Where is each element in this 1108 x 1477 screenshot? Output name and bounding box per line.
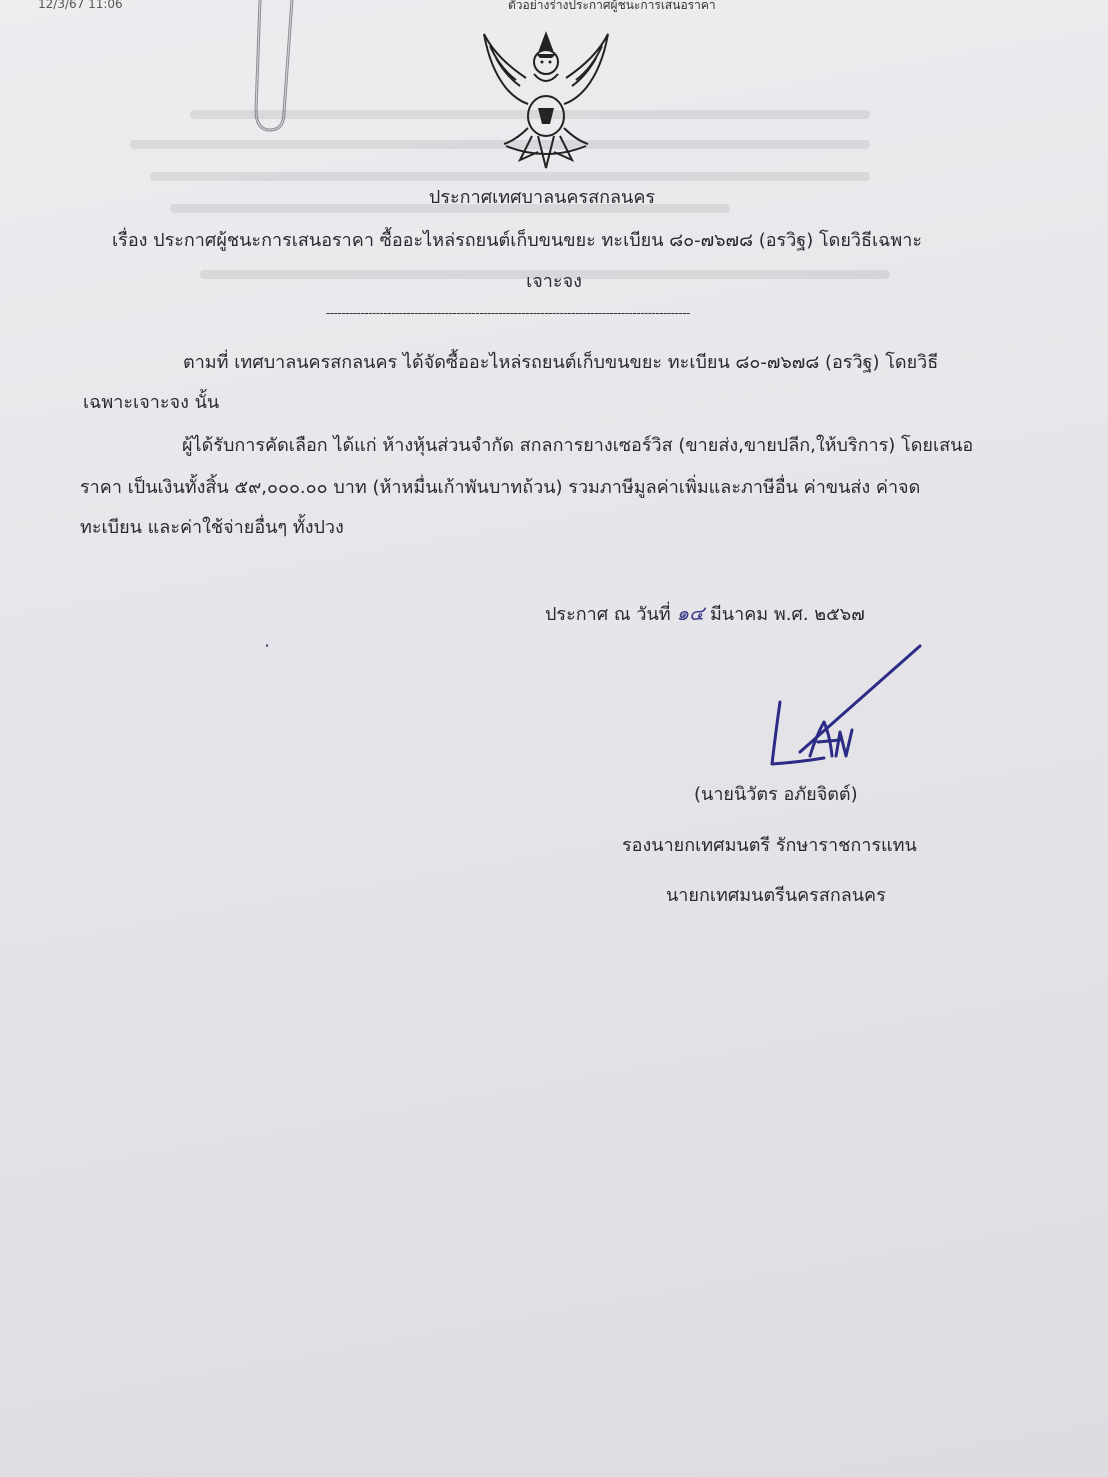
announce-date <box>545 597 865 629</box>
announce-prefix: ประกาศ ณ วันที่ <box>545 604 671 625</box>
announcement-title: ประกาศเทศบาลนครสกลนคร <box>428 187 656 208</box>
signatory-name: (นายนิวัตร อภัยจิตต์) <box>694 784 858 805</box>
paragraph-2-line-1: ผู้ได้รับการคัดเลือก ได้แก่ ห้างหุ้นส่วนจำกัด สกลการยางเซอร์วิส (ขายส่ง,ขายปลีก,ให้บริการ) โดยเสนอ <box>182 435 974 456</box>
header-note: ตัวอย่างร่างประกาศผู้ชนะการเสนอราคา <box>508 0 716 12</box>
paragraph-2-line-3: ทะเบียน และค่าใช้จ่ายอื่นๆ ทั้งปวง <box>80 517 344 538</box>
subject-line-2: เจาะจง <box>526 271 582 292</box>
ink-dot <box>266 644 268 647</box>
paragraph-1-line-1: ตามที่ เทศบาลนครสกลนคร ได้จัดซื้ออะไหล่รถยนต์เก็บขนขยะ ทะเบียน ๘๐-๗๖๗๘ (อรวิฐ) โดยวิธี <box>183 352 939 373</box>
paragraph-1-line-2: เฉพาะเจาะจง นั้น <box>83 392 220 413</box>
subject-line-1: เรื่อง ประกาศผู้ชนะการเสนอราคา ซื้ออะไหล่รถยนต์เก็บขนขยะ ทะเบียน ๘๐-๗๖๗๘ (อรวิฐ) โดยวิธีเฉพาะ <box>112 230 923 251</box>
paragraph-2-line-2: ราคา เป็นเงินทั้งสิ้น ๕๙,๐๐๐.๐๐ บาท (ห้าหมื่นเก้าพันบาทถ้วน) รวมภาษีมูลค่าเพิ่มและภาษีอื่น ค่าขนส่ง ค่าจด <box>80 477 921 498</box>
signatory-position-1: รองนายกเทศมนตรี รักษาราชการแทน <box>622 835 917 856</box>
signature <box>760 640 930 770</box>
divider: ----------------------------------------------------------------------------------------------- <box>326 306 690 320</box>
print-timestamp: 12/3/67 11:06 <box>38 0 123 11</box>
announce-month-year: มีนาคม พ.ศ. ๒๕๖๗ <box>709 604 865 625</box>
announce-day-handwritten: ๑๔ <box>676 601 705 625</box>
signatory-position-2: นายกเทศมนตรีนครสกลนคร <box>666 885 886 906</box>
